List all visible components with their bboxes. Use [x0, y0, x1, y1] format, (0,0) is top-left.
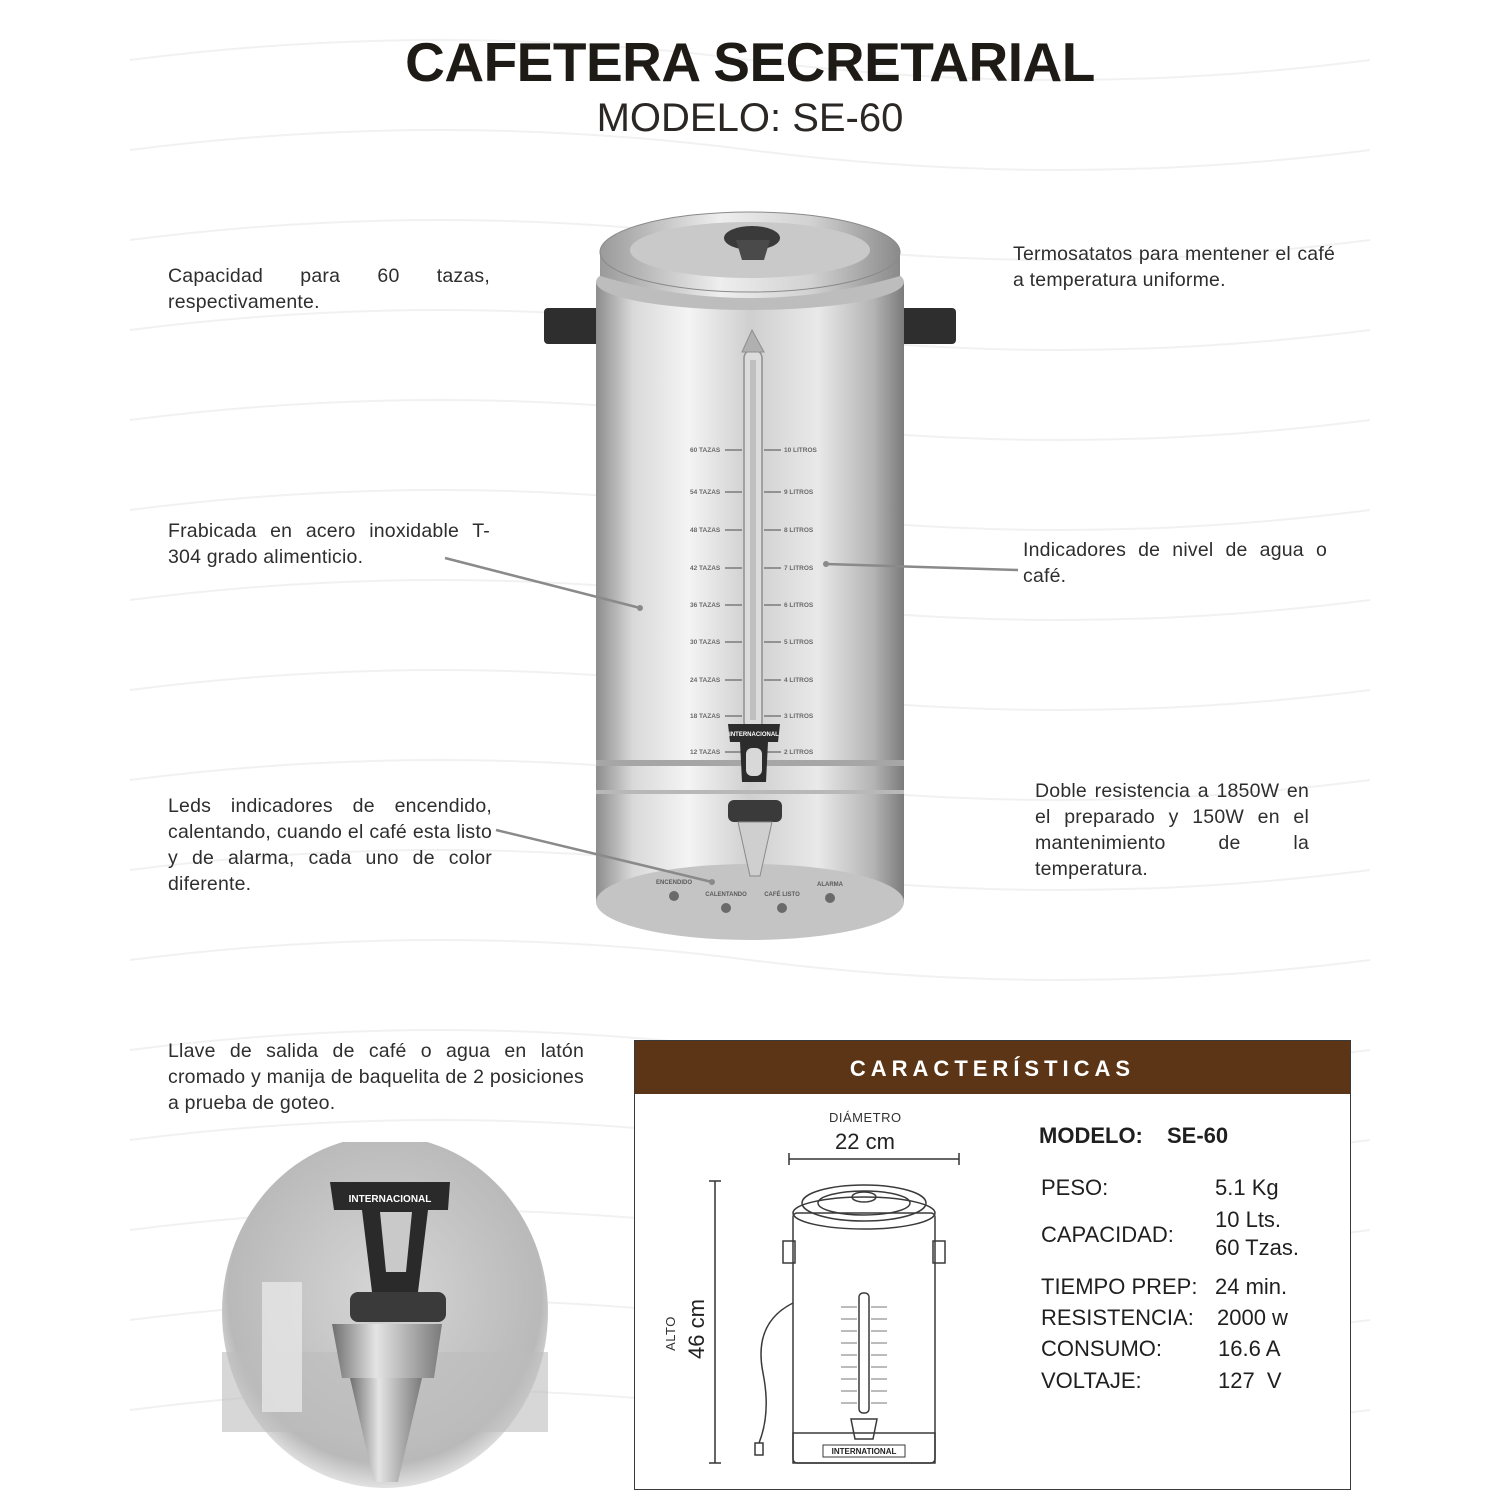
level-cups-label: 24 TAZAS — [690, 677, 721, 684]
level-cups-label: 18 TAZAS — [690, 713, 721, 720]
note-level: Indicadores de nivel de agua o café. — [1023, 539, 1327, 587]
specs-header: CARACTERÍSTICAS — [635, 1041, 1350, 1094]
faucet-brand: INTERNACIONAL — [729, 732, 779, 738]
level-liters-label: 8 LITROS — [784, 527, 814, 534]
led-label: CAFÉ LISTO — [764, 892, 800, 898]
note-leds: Leds indicadores de encendido, calentando, cuando el café esta listo y de alarma, cada uno de color diferente. — [168, 795, 492, 895]
spec-capacity-label: CAPACIDAD: — [1041, 1222, 1174, 1247]
model-subtitle: MODELO: SE-60 — [596, 96, 904, 140]
level-liters-label: 4 LITROS — [784, 677, 814, 684]
diameter-value: 22 cm — [835, 1129, 895, 1154]
spec-capacity-value-cups: 60 Tzas. — [1215, 1235, 1299, 1260]
faucet-closeup-image — [222, 1142, 548, 1500]
note-capacity: Capacidad para 60 tazas, respectivamente. — [168, 265, 490, 313]
level-liters-label: 2 LITROS — [784, 749, 814, 756]
level-liters-label: 9 LITROS — [784, 489, 814, 496]
height-value: 46 cm — [683, 1299, 709, 1359]
height-label: ALTO — [662, 1316, 678, 1351]
spec-consumption-value: 16.6 A — [1218, 1336, 1281, 1361]
spec-voltage-value: 127 V — [1218, 1368, 1282, 1393]
spec-resistance-label: RESISTENCIA: — [1041, 1305, 1194, 1330]
spec-voltage-label: VOLTAJE: — [1041, 1368, 1142, 1393]
note-thermostats: Termosatatos para mentener el café a temperatura uniforme. — [1013, 243, 1335, 291]
spec-model-label: MODELO: — [1039, 1123, 1143, 1148]
level-cups-label: 36 TAZAS — [690, 602, 721, 609]
spec-resistance-value: 2000 w — [1217, 1305, 1288, 1330]
specs-panel — [634, 1040, 1351, 1490]
spec-model-value: SE-60 — [1167, 1123, 1229, 1148]
page-title: CAFETERA SECRETARIAL — [405, 31, 1095, 93]
zoom-faucet-brand: INTERNACIONAL — [348, 1194, 432, 1205]
level-liters-label: 6 LITROS — [784, 602, 814, 609]
note-resistance: Doble resistencia a 1850W en el preparado y 150W en el mantenimiento de la temperatura. — [1035, 780, 1309, 880]
spec-prep-time-value: 24 min. — [1215, 1274, 1288, 1299]
spec-weight-value: 5.1 Kg — [1215, 1175, 1279, 1200]
level-cups-label: 54 TAZAS — [690, 489, 721, 496]
level-liters-label: 7 LITROS — [784, 565, 814, 572]
level-cups-label: 12 TAZAS — [690, 749, 721, 756]
led-label: CALENTANDO — [705, 892, 747, 898]
level-cups-label: 60 TAZAS — [690, 447, 721, 454]
spec-capacity-value: 10 Lts. — [1215, 1207, 1282, 1232]
spec-consumption-label: CONSUMO: — [1041, 1336, 1162, 1361]
led-label: ALARMA — [817, 882, 843, 888]
level-cups-label: 42 TAZAS — [690, 565, 721, 572]
level-liters-label: 3 LITROS — [784, 713, 814, 720]
diagram-brand: INTERNATIONAL — [831, 1447, 897, 1456]
level-liters-label: 5 LITROS — [784, 639, 814, 646]
note-material: Frabicada en acero inoxidable T-304 grado alimenticio. — [168, 520, 490, 568]
level-liters-label: 10 LITROS — [784, 447, 817, 454]
level-cups-label: 30 TAZAS — [690, 639, 721, 646]
note-faucet: Llave de salida de café o agua en latón cromado y manija de baquelita de 2 posiciones a prueba de goteo. — [168, 1040, 584, 1114]
diameter-label: DIÁMETRO — [829, 1110, 902, 1125]
spec-prep-time-label: TIEMPO PREP: — [1041, 1274, 1198, 1299]
diameter-line — [785, 1151, 965, 1167]
spec-weight-label: PESO: — [1041, 1175, 1109, 1200]
level-cups-label: 48 TAZAS — [690, 527, 721, 534]
led-label: ENCENDIDO — [655, 880, 693, 886]
urn-diagram — [753, 1173, 963, 1473]
